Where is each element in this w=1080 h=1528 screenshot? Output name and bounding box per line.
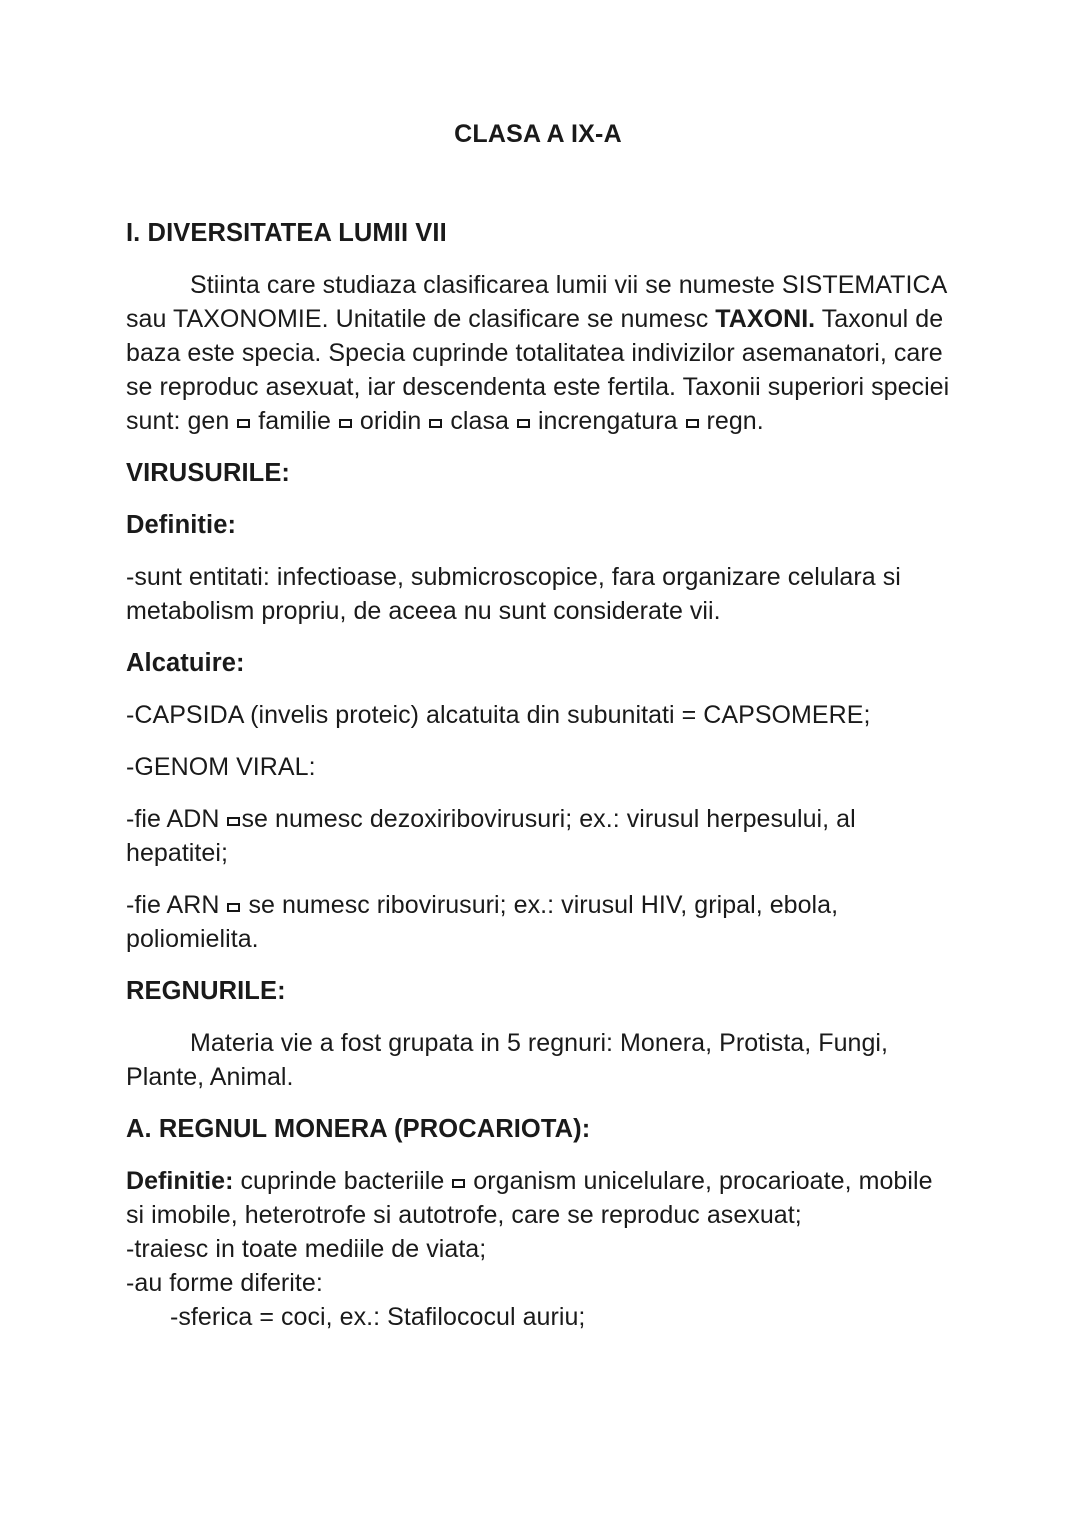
paragraph-sistematica-text-1: Stiinta care studiaza clasificarea lumii vii se numeste SISTEMATICA sau TAXONOMIE. Unitatile de clasificare se numesc — [126, 271, 946, 333]
paragraph-sistematica-text-6: increngatura — [530, 407, 685, 435]
missing-glyph-box-icon — [686, 419, 699, 428]
title-spacer — [126, 150, 950, 216]
subheading-definitie-virus: Definitie: — [126, 511, 237, 539]
arn-text-2: se numesc ribovirusuri; ex.: virusul HIV, gripal, ebola, poliomielita. — [126, 891, 839, 953]
missing-glyph-box-icon — [237, 419, 250, 428]
paragraph-adn — [126, 802, 950, 870]
missing-glyph-box-icon — [227, 817, 240, 826]
paragraph-sistematica — [126, 268, 950, 438]
paragraph-genom-viral: -GENOM VIRAL: — [126, 753, 316, 781]
definitie-monera-text-1: cuprinde bacteriile — [233, 1167, 452, 1195]
section-heading-regnul-monera: A. REGNUL MONERA (PROCARIOTA): — [126, 1115, 591, 1143]
paragraph-sistematica-text-3: familie — [251, 407, 338, 435]
paragraph-sistematica-text-7: regn. — [699, 407, 764, 435]
section-heading-diversitatea: I. DIVERSITATEA LUMII VII — [126, 219, 447, 247]
missing-glyph-box-icon — [429, 419, 442, 428]
paragraph-traiesc: -traiesc in toate mediile de viata; — [126, 1235, 487, 1263]
paragraph-forme-diferite: -au forme diferite: — [126, 1269, 323, 1297]
document-body — [126, 118, 950, 1334]
paragraph-capsida: -CAPSIDA (invelis proteic) alcatuita din subunitati = CAPSOMERE; — [126, 701, 871, 729]
paragraph-sistematica-text-2: Taxonul de baza este specia. Specia cuprinde totalitatea indivizilor asemanatori, care se reproduc asexuat, iar descendenta este fertila. Taxonii superiori speciei sunt: gen — [126, 305, 950, 435]
adn-text-2: se numesc dezoxiribovirusuri; ex.: virusul herpesului, al hepatitei; — [126, 805, 856, 867]
subheading-alcatuire: Alcatuire: — [126, 649, 245, 677]
arn-text-1: -fie ARN — [126, 891, 227, 919]
definitie-monera-text-2: organism unicelulare, procarioate, mobile si imobile, heterotrofe si autotrofe, care se reproduc asexuat; — [126, 1167, 933, 1229]
paragraph-sferica: -sferica = coci, ex.: Stafilococul auriu; — [170, 1303, 586, 1331]
paragraph-regnuri: Materia vie a fost grupata in 5 regnuri: Monera, Protista, Fungi, Plante, Animal. — [126, 1029, 889, 1091]
adn-text-1: -fie ADN — [126, 805, 227, 833]
section-heading-virusurile: VIRUSURILE: — [126, 459, 291, 487]
definitie-label-bold: Definitie: — [126, 1167, 234, 1195]
missing-glyph-box-icon — [517, 419, 530, 428]
section-heading-regnurile: REGNURILE: — [126, 977, 286, 1005]
missing-glyph-box-icon — [452, 1179, 465, 1188]
paragraph-definitie-virus: -sunt entitati: infectioase, submicroscopice, fara organizare celulara si metabolism propriu, de aceea nu sunt considerate vii. — [126, 563, 901, 625]
paragraph-sistematica-text-4: oridin — [352, 407, 429, 435]
paragraph-sistematica-text-5: clasa — [443, 407, 516, 435]
missing-glyph-box-icon — [227, 903, 240, 912]
missing-glyph-box-icon — [339, 419, 352, 428]
page-title: CLASA A IX-A — [454, 120, 622, 148]
paragraph-definitie-monera — [126, 1164, 950, 1232]
taxoni-bold: TAXONI. — [715, 305, 816, 333]
paragraph-arn — [126, 888, 950, 956]
